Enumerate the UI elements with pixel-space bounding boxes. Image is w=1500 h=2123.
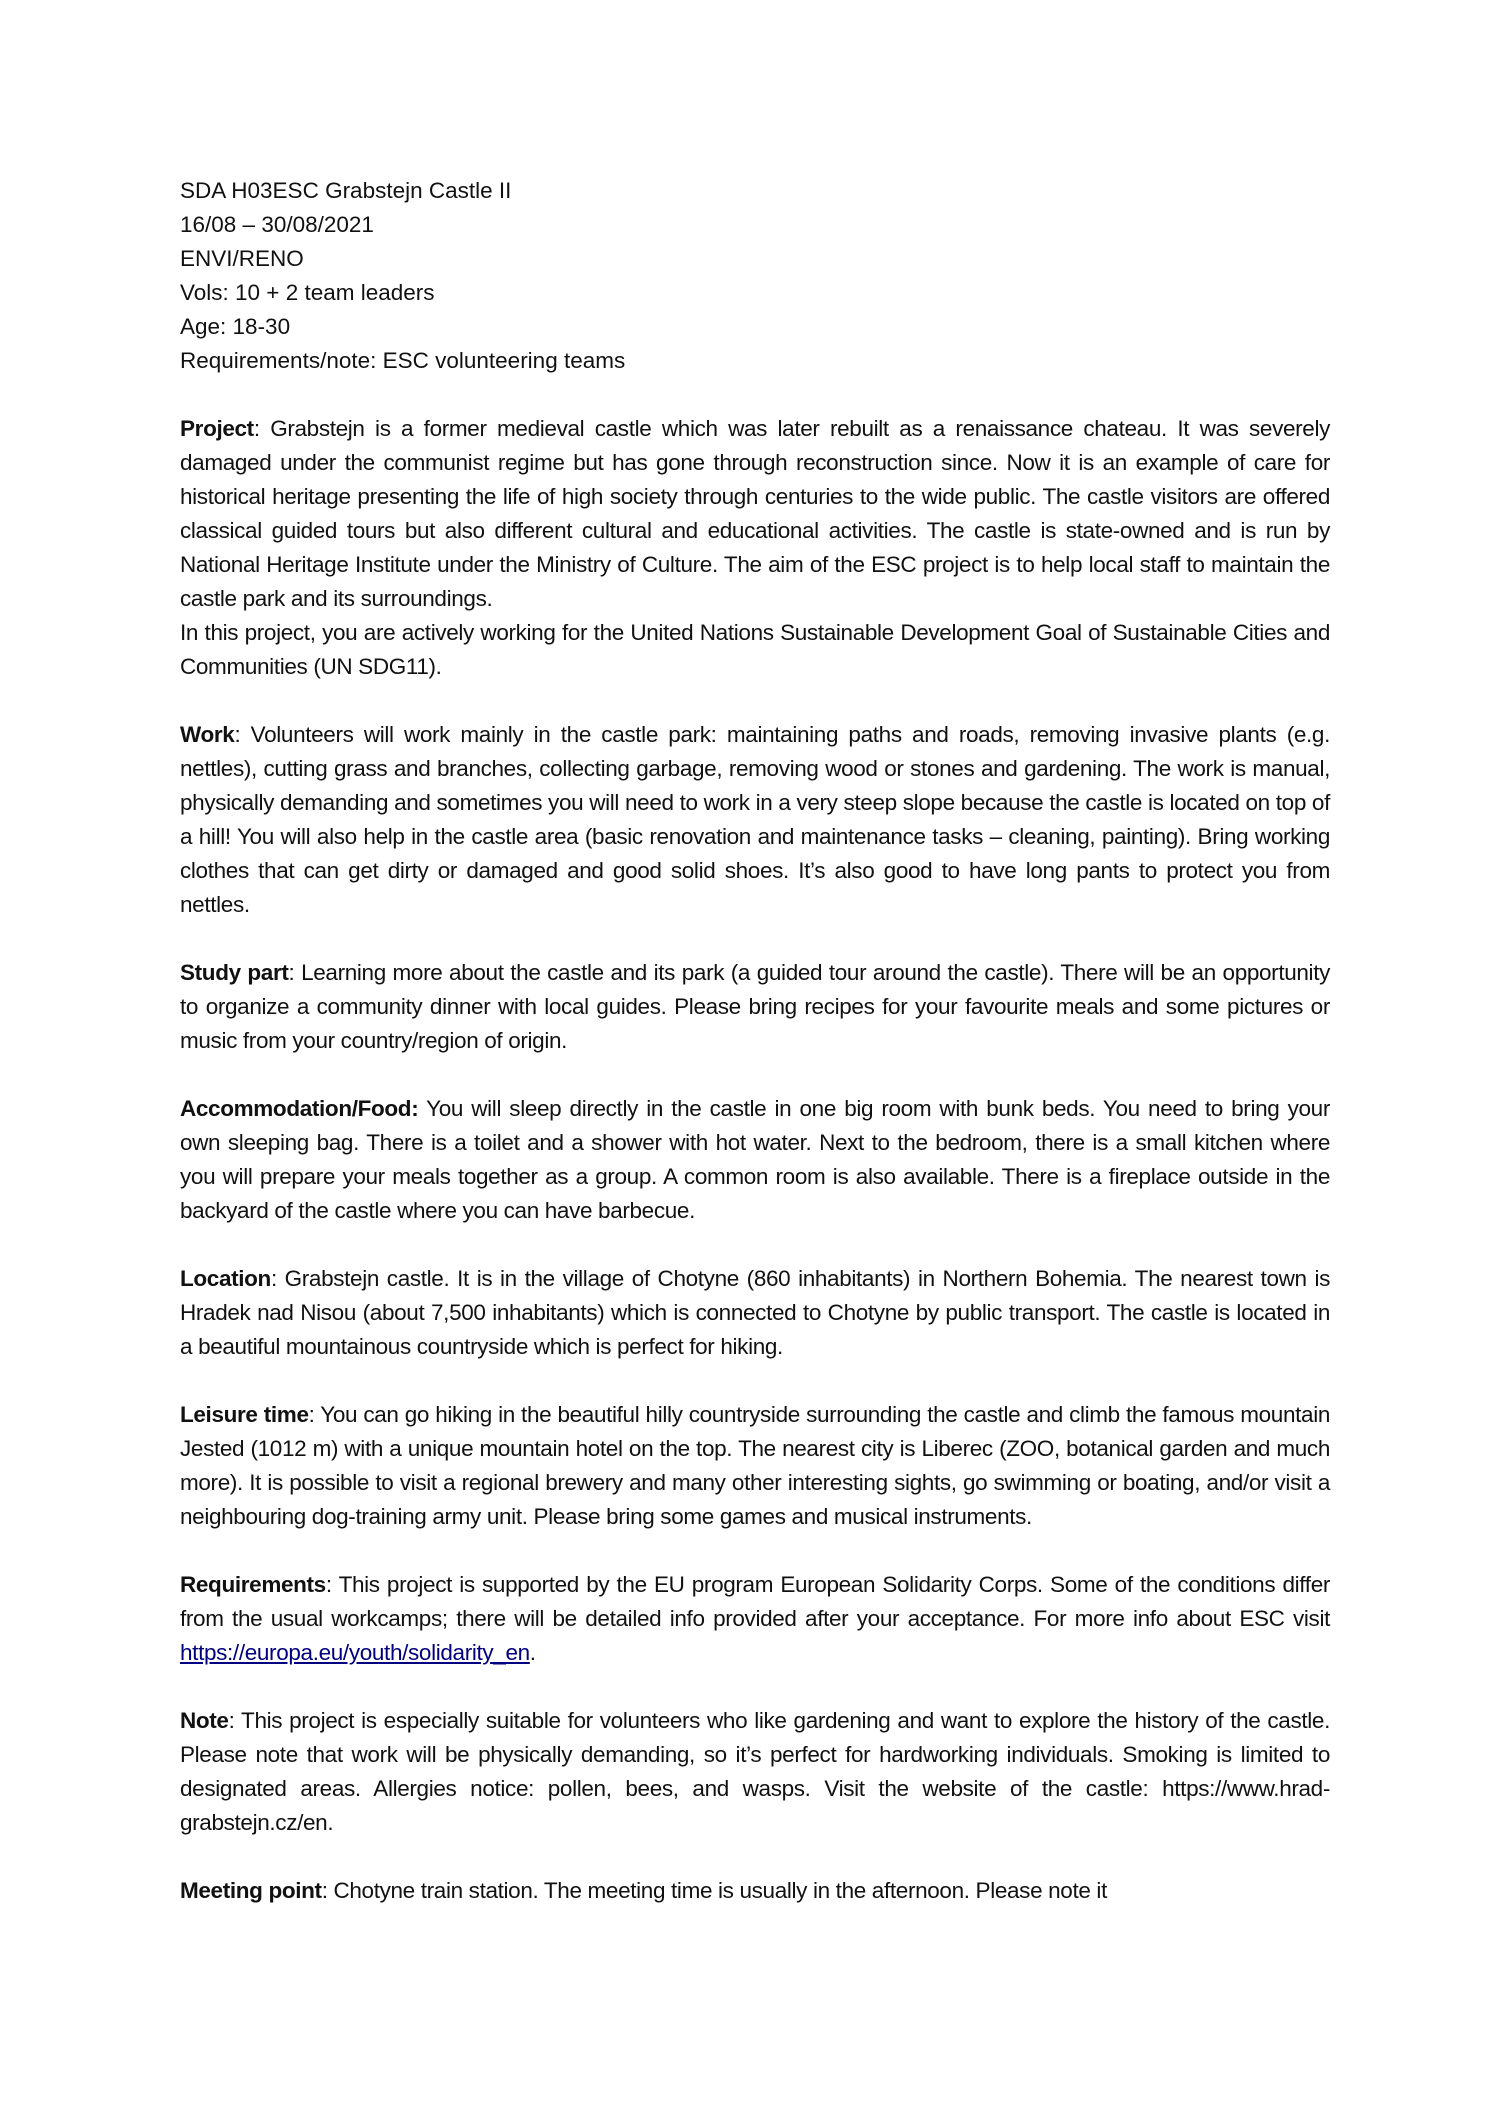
age-range: Age: 18-30 — [180, 314, 291, 339]
project-section — [180, 412, 1330, 616]
leisure-text: : You can go hiking in the beautiful hilly countryside surrounding the castle and climb the famous mountain Jested (1012 m) with a unique mountain hotel on the top. The nearest city is Liberec (ZOO, botanical garden and much more). It is possible to visit a regional brewery and many other interesting sights, go swimming or boating, and/or visit a neighbouring dog-training army unit. Please bring some games and musical instruments. — [180, 1402, 1331, 1529]
accommodation-section — [180, 1092, 1330, 1228]
leisure-section — [180, 1398, 1330, 1534]
meeting-section — [180, 1874, 1330, 1908]
esc-info-link[interactable]: https://europa.eu/youth/solidarity_en — [180, 1640, 530, 1665]
work-section — [180, 718, 1330, 922]
note-text: : This project is especially suitable for volunteers who like gardening and want to explore the history of the castle. Please note that work will be physically demanding, so it’s perfect for hardworking individuals. Smoking is limited to designated areas. Allergies notice: pollen, bees, and wasps. Visit the website of the castle: https://www.hrad-grabstejn.cz/en. — [180, 1708, 1330, 1835]
meeting-label: Meeting point — [180, 1878, 322, 1903]
document-page — [180, 174, 1330, 1942]
requirements-period: . — [529, 1640, 536, 1665]
study-text: : Learning more about the castle and its park (a guided tour around the castle). There will be an opportunity to organize a community dinner with local guides. Please bring recipes for your favourite meals and some pictures or music from your country/region of origin. — [180, 960, 1331, 1053]
location-label: Location — [180, 1266, 271, 1291]
project-dates: 16/08 – 30/08/2021 — [180, 212, 374, 237]
work-label: Work — [180, 722, 235, 747]
requirements-section — [180, 1568, 1330, 1670]
meeting-text: : Chotyne train station. The meeting time is usually in the afternoon. Please note it — [321, 1878, 1107, 1903]
study-label: Study part — [180, 960, 289, 985]
project-type: ENVI/RENO — [180, 246, 304, 271]
requirements-note: Requirements/note: ESC volunteering teams — [180, 348, 626, 373]
requirements-label: Requirements — [180, 1572, 326, 1597]
project-label: Project — [180, 416, 254, 441]
project-header — [180, 174, 1330, 378]
work-text: : Volunteers will work mainly in the castle park: maintaining paths and roads, removing invasive plants (e.g. nettles), cutting grass and branches, collecting garbage, removing wood or stones and gardening. The work is manual, physically demanding and sometimes you will need to work in a very steep slope because the castle is located on top of a hill! You will also help in the castle area (basic renovation and maintenance tasks – cleaning, painting). Bring working clothes that can get dirty or damaged and good solid shoes. It’s also good to have long pants to protect you from nettles. — [180, 722, 1330, 917]
note-label: Note — [180, 1708, 229, 1733]
study-section — [180, 956, 1330, 1058]
requirements-text: : This project is supported by the EU program European Solidarity Corps. Some of the conditions differ from the usual workcamps; there will be detailed info provided after your acceptance. For more info about ESC visit — [180, 1572, 1330, 1631]
location-text: : Grabstejn castle. It is in the village of Chotyne (860 inhabitants) in Northern Bohemia. The nearest town is Hradek nad Nisou (about 7,500 inhabitants) which is connected to Chotyne by public transport. The castle is located in a beautiful mountainous countryside which is perfect for hiking. — [180, 1266, 1330, 1359]
volunteer-count: Vols: 10 + 2 team leaders — [180, 280, 435, 305]
accommodation-text: You will sleep directly in the castle in one big room with bunk beds. You need to bring your own sleeping bag. There is a toilet and a shower with hot water. Next to the bedroom, there is a small kitchen where you will prepare your meals together as a group. A common room is also available. There is a fireplace outside in the backyard of the castle where you can have barbecue. — [180, 1096, 1330, 1223]
project-text: : Grabstejn is a former medieval castle which was later rebuilt as a renaissance chateau. It was severely damaged under the communist regime but has gone through reconstruction since. Now it is an example of care for historical heritage presenting the life of high society through centuries to the wide public. The castle visitors are offered classical guided tours but also different cultural and educational activities. The castle is state-owned and is run by National Heritage Institute under the Ministry of Culture. The aim of the ESC project is to help local staff to maintain the castle park and its surroundings. — [180, 416, 1330, 611]
location-section — [180, 1262, 1330, 1364]
project-sdg-paragraph: In this project, you are actively working for the United Nations Sustainable Development Goal of Sustainable Cities and Communities (UN SDG11). — [180, 620, 1330, 679]
note-section — [180, 1704, 1330, 1840]
accommodation-label: Accommodation/Food: — [180, 1096, 419, 1121]
project-code-title: SDA H03ESC Grabstejn Castle II — [180, 178, 512, 203]
leisure-label: Leisure time — [180, 1402, 309, 1427]
